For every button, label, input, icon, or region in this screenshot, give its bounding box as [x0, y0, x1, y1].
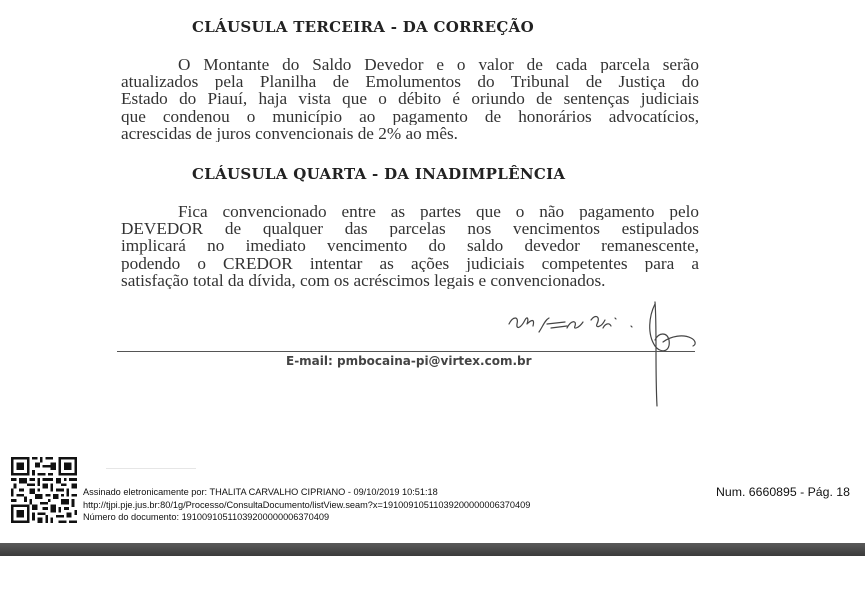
paragraph-line: Fica convencionado entre as partes que o não pagamento pelo	[178, 203, 699, 221]
document-number-text: Número do documento: 19100910511039200000006370409	[83, 512, 330, 522]
footer-mark	[106, 468, 196, 469]
paragraph-line: podendo o CREDOR intentar as ações judiciais competentes para a	[121, 254, 699, 272]
paragraph-line: DEVEDOR de qualquer das parcelas nos vencimentos estipulados	[121, 220, 699, 238]
email-line: E-mail: pmbocaina-pi@virtex.com.br	[286, 354, 532, 368]
clause-four-paragraph	[121, 203, 699, 289]
handwritten-signature	[505, 298, 705, 410]
paragraph-line: O Montante do Saldo Devedor e o valor de cada parcela serão	[178, 56, 699, 74]
paragraph-line: acrescidas de juros convencionais de 2% ao mês.	[121, 124, 458, 142]
qr-code-icon	[11, 457, 77, 523]
signed-by-text: Assinado eletronicamente por: THALITA CARVALHO CIPRIANO - 09/10/2019 10:51:18	[83, 487, 438, 497]
document-url[interactable]: http://tjpi.pje.jus.br:80/1g/Processo/ConsultaDocumento/listView.seam?x=19100910511039200000006370409	[83, 499, 531, 510]
paragraph-line: Estado do Piauí, haja vista que o débito é oriundo de sentenças judiciais	[121, 90, 699, 108]
footer-divider	[117, 351, 695, 352]
paragraph-line: que condenou o município ao pagamento de honorários advocatícios,	[121, 107, 699, 125]
electronic-signature-info	[83, 486, 530, 524]
clause-three-paragraph	[121, 56, 699, 142]
paragraph-line: atualizados pela Planilha de Emolumentos do Tribunal de Justiça do	[121, 73, 699, 91]
paragraph-line: satisfação total da dívida, com os acréscimos legais e convencionados.	[121, 271, 606, 289]
viewer-toolbar	[0, 543, 865, 556]
paragraph-line: implicará no imediato vencimento do saldo devedor remanescente,	[121, 237, 699, 255]
clause-four-heading: CLÁUSULA QUARTA - DA INADIMPLÊNCIA	[192, 165, 566, 183]
clause-three-heading: CLÁUSULA TERCEIRA - DA CORREÇÃO	[192, 18, 534, 36]
page-number: Num. 6660895 - Pág. 18	[716, 485, 850, 499]
